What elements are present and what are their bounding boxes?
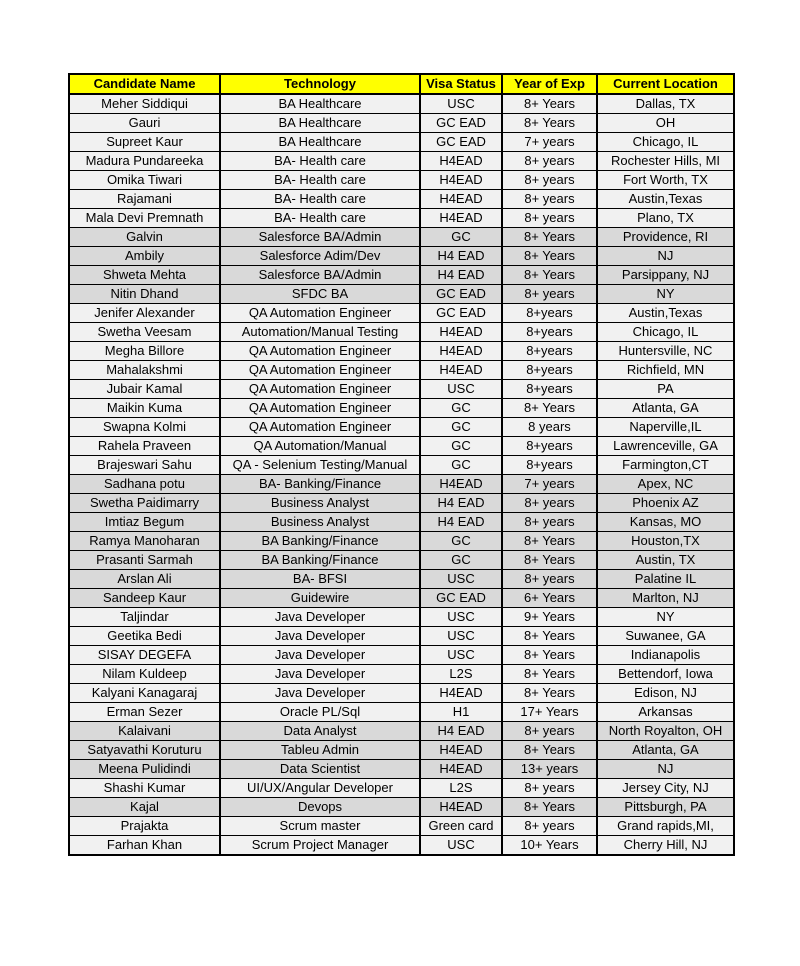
technology-cell: Salesforce Adim/Dev [220,247,420,266]
visa-status-cell: USC [420,646,502,665]
visa-status-cell: GC [420,551,502,570]
technology-cell: BA- BFSI [220,570,420,589]
table-row [69,437,734,456]
table-row [69,228,734,247]
visa-status-cell: L2S [420,665,502,684]
year-of-exp-cell: 8+ Years [502,741,597,760]
candidate-name-cell: Taljindar [69,608,220,627]
candidate-name-cell: Kajal [69,798,220,817]
visa-status-cell: GC EAD [420,285,502,304]
visa-status-cell: GC [420,228,502,247]
candidate-name-cell: Geetika Bedi [69,627,220,646]
table-row [69,247,734,266]
table-row [69,494,734,513]
candidate-name-cell: Jenifer Alexander [69,304,220,323]
table-row [69,608,734,627]
candidate-name-cell: Ramya Manoharan [69,532,220,551]
current-location-cell: Dallas, TX [597,94,734,114]
technology-cell: Data Scientist [220,760,420,779]
technology-cell: QA Automation Engineer [220,418,420,437]
visa-status-cell: GC [420,456,502,475]
technology-cell: QA Automation Engineer [220,304,420,323]
current-location-cell: Indianapolis [597,646,734,665]
visa-status-cell: GC [420,418,502,437]
visa-status-cell: GC EAD [420,589,502,608]
year-of-exp-cell: 8+years [502,323,597,342]
table-row [69,665,734,684]
current-location-cell: Farmington,CT [597,456,734,475]
visa-status-cell: H4EAD [420,209,502,228]
current-location-cell: Edison, NJ [597,684,734,703]
candidate-name-cell: Gauri [69,114,220,133]
technology-cell: Salesforce BA/Admin [220,266,420,285]
year-of-exp-cell: 8+ years [502,171,597,190]
table-row [69,627,734,646]
year-of-exp-cell: 8+ years [502,817,597,836]
visa-status-cell: H4EAD [420,361,502,380]
candidate-name-cell: Kalyani Kanagaraj [69,684,220,703]
technology-cell: BA Banking/Finance [220,532,420,551]
year-of-exp-cell: 6+ Years [502,589,597,608]
current-location-cell: NJ [597,247,734,266]
technology-cell: BA- Banking/Finance [220,475,420,494]
year-of-exp-cell: 8+ years [502,152,597,171]
current-location-cell: Lawrenceville, GA [597,437,734,456]
candidate-name-cell: Brajeswari Sahu [69,456,220,475]
current-location-cell: Atlanta, GA [597,741,734,760]
header-candidate-name: Candidate Name [69,74,220,94]
year-of-exp-cell: 8+ years [502,722,597,741]
table-row [69,475,734,494]
technology-cell: Java Developer [220,665,420,684]
visa-status-cell: USC [420,627,502,646]
candidate-name-cell: Swetha Paidimarry [69,494,220,513]
candidate-name-cell: Rajamani [69,190,220,209]
year-of-exp-cell: 8+years [502,380,597,399]
table-row [69,836,734,856]
candidate-name-cell: Ambily [69,247,220,266]
year-of-exp-cell: 7+ years [502,133,597,152]
current-location-cell: Austin, TX [597,551,734,570]
technology-cell: QA - Selenium Testing/Manual [220,456,420,475]
header-row [69,74,734,94]
candidate-name-cell: Rahela Praveen [69,437,220,456]
table-row [69,779,734,798]
table-row [69,380,734,399]
year-of-exp-cell: 8+ Years [502,551,597,570]
table-row [69,304,734,323]
table-row [69,684,734,703]
table-row [69,570,734,589]
candidate-name-cell: Imtiaz Begum [69,513,220,532]
candidate-name-cell: Swapna Kolmi [69,418,220,437]
table-row [69,342,734,361]
table-row [69,94,734,114]
technology-cell: UI/UX/Angular Developer [220,779,420,798]
table-row [69,741,734,760]
table-row [69,399,734,418]
visa-status-cell: H4EAD [420,684,502,703]
technology-cell: BA- Health care [220,209,420,228]
year-of-exp-cell: 8+ years [502,513,597,532]
candidate-name-cell: Maikin Kuma [69,399,220,418]
current-location-cell: Richfield, MN [597,361,734,380]
candidate-name-cell: Sadhana potu [69,475,220,494]
visa-status-cell: H4EAD [420,760,502,779]
current-location-cell: Houston,TX [597,532,734,551]
current-location-cell: Grand rapids,MI, [597,817,734,836]
current-location-cell: PA [597,380,734,399]
candidate-name-cell: Mala Devi Premnath [69,209,220,228]
current-location-cell: Austin,Texas [597,304,734,323]
current-location-cell: NY [597,608,734,627]
candidate-name-cell: Satyavathi Koruturu [69,741,220,760]
technology-cell: QA Automation Engineer [220,380,420,399]
visa-status-cell: GC [420,399,502,418]
visa-status-cell: H4EAD [420,190,502,209]
visa-status-cell: USC [420,836,502,856]
visa-status-cell: USC [420,94,502,114]
current-location-cell: Suwanee, GA [597,627,734,646]
current-location-cell: Naperville,IL [597,418,734,437]
header-year-of-exp: Year of Exp [502,74,597,94]
table-row [69,418,734,437]
candidate-name-cell: Farhan Khan [69,836,220,856]
header-visa-status: Visa Status [420,74,502,94]
technology-cell: Salesforce BA/Admin [220,228,420,247]
technology-cell: Automation/Manual Testing [220,323,420,342]
year-of-exp-cell: 8+years [502,304,597,323]
table-row [69,551,734,570]
technology-cell: BA Healthcare [220,94,420,114]
visa-status-cell: H4EAD [420,323,502,342]
current-location-cell: Parsippany, NJ [597,266,734,285]
table-row [69,152,734,171]
technology-cell: Business Analyst [220,494,420,513]
table-row [69,513,734,532]
year-of-exp-cell: 13+ years [502,760,597,779]
current-location-cell: Pittsburgh, PA [597,798,734,817]
year-of-exp-cell: 8+years [502,361,597,380]
visa-status-cell: H4EAD [420,342,502,361]
visa-status-cell: GC EAD [420,114,502,133]
candidate-name-cell: Jubair Kamal [69,380,220,399]
year-of-exp-cell: 17+ Years [502,703,597,722]
technology-cell: BA Banking/Finance [220,551,420,570]
current-location-cell: Marlton, NJ [597,589,734,608]
table-row [69,646,734,665]
candidate-name-cell: SISAY DEGEFA [69,646,220,665]
year-of-exp-cell: 8+years [502,456,597,475]
current-location-cell: Austin,Texas [597,190,734,209]
candidate-name-cell: Prasanti Sarmah [69,551,220,570]
year-of-exp-cell: 8+ Years [502,399,597,418]
current-location-cell: Providence, RI [597,228,734,247]
year-of-exp-cell: 8+ Years [502,114,597,133]
table-row [69,532,734,551]
technology-cell: QA Automation Engineer [220,399,420,418]
table-row [69,285,734,304]
technology-cell: Guidewire [220,589,420,608]
visa-status-cell: H4EAD [420,741,502,760]
candidate-name-cell: Galvin [69,228,220,247]
year-of-exp-cell: 8+ years [502,779,597,798]
year-of-exp-cell: 8+years [502,437,597,456]
table-row [69,209,734,228]
technology-cell: Java Developer [220,646,420,665]
visa-status-cell: H4EAD [420,171,502,190]
table-row [69,190,734,209]
candidate-name-cell: Prajakta [69,817,220,836]
table-row [69,722,734,741]
candidate-name-cell: Shashi Kumar [69,779,220,798]
technology-cell: BA- Health care [220,152,420,171]
technology-cell: BA- Health care [220,171,420,190]
candidate-name-cell: Supreet Kaur [69,133,220,152]
year-of-exp-cell: 8+ Years [502,798,597,817]
technology-cell: Oracle PL/Sql [220,703,420,722]
current-location-cell: OH [597,114,734,133]
visa-status-cell: H4EAD [420,152,502,171]
current-location-cell: Huntersville, NC [597,342,734,361]
technology-cell: SFDC BA [220,285,420,304]
visa-status-cell: Green card [420,817,502,836]
current-location-cell: NY [597,285,734,304]
visa-status-cell: GC [420,437,502,456]
candidate-name-cell: Meher Siddiqui [69,94,220,114]
visa-status-cell: GC EAD [420,133,502,152]
technology-cell: BA Healthcare [220,114,420,133]
current-location-cell: Palatine IL [597,570,734,589]
technology-cell: Data Analyst [220,722,420,741]
year-of-exp-cell: 8+ years [502,209,597,228]
candidate-name-cell: Sandeep Kaur [69,589,220,608]
year-of-exp-cell: 8+ years [502,494,597,513]
year-of-exp-cell: 7+ years [502,475,597,494]
candidate-name-cell: Swetha Veesam [69,323,220,342]
technology-cell: QA Automation Engineer [220,342,420,361]
visa-status-cell: L2S [420,779,502,798]
current-location-cell: Cherry Hill, NJ [597,836,734,856]
technology-cell: Devops [220,798,420,817]
table-row [69,703,734,722]
technology-cell: Tableu Admin [220,741,420,760]
year-of-exp-cell: 10+ Years [502,836,597,856]
year-of-exp-cell: 8+ Years [502,532,597,551]
current-location-cell: Fort Worth, TX [597,171,734,190]
visa-status-cell: USC [420,608,502,627]
table-row [69,456,734,475]
table-row [69,323,734,342]
year-of-exp-cell: 8+ years [502,190,597,209]
visa-status-cell: H4 EAD [420,513,502,532]
current-location-cell: Arkansas [597,703,734,722]
year-of-exp-cell: 9+ Years [502,608,597,627]
visa-status-cell: GC EAD [420,304,502,323]
current-location-cell: North Royalton, OH [597,722,734,741]
candidate-name-cell: Nitin Dhand [69,285,220,304]
technology-cell: QA Automation/Manual [220,437,420,456]
technology-cell: Java Developer [220,684,420,703]
current-location-cell: Kansas, MO [597,513,734,532]
year-of-exp-cell: 8+ Years [502,684,597,703]
table-row [69,114,734,133]
technology-cell: Scrum master [220,817,420,836]
year-of-exp-cell: 8+ years [502,285,597,304]
candidate-name-cell: Erman Sezer [69,703,220,722]
candidate-name-cell: Mahalakshmi [69,361,220,380]
year-of-exp-cell: 8 years [502,418,597,437]
year-of-exp-cell: 8+years [502,342,597,361]
header-current-location: Current Location [597,74,734,94]
year-of-exp-cell: 8+ Years [502,266,597,285]
table-row [69,798,734,817]
visa-status-cell: H4EAD [420,798,502,817]
year-of-exp-cell: 8+ Years [502,228,597,247]
visa-status-cell: H4 EAD [420,266,502,285]
current-location-cell: NJ [597,760,734,779]
candidate-name-cell: Megha Billore [69,342,220,361]
table-row [69,133,734,152]
current-location-cell: Chicago, IL [597,323,734,342]
technology-cell: QA Automation Engineer [220,361,420,380]
technology-cell: Scrum Project Manager [220,836,420,856]
current-location-cell: Apex, NC [597,475,734,494]
candidate-name-cell: Shweta Mehta [69,266,220,285]
header-technology: Technology [220,74,420,94]
candidate-name-cell: Meena Pulidindi [69,760,220,779]
table-row [69,760,734,779]
current-location-cell: Jersey City, NJ [597,779,734,798]
visa-status-cell: H4 EAD [420,247,502,266]
visa-status-cell: H4 EAD [420,494,502,513]
table-row [69,589,734,608]
technology-cell: Java Developer [220,627,420,646]
candidate-name-cell: Madura Pundareeka [69,152,220,171]
table-body [69,94,734,855]
visa-status-cell: USC [420,570,502,589]
candidate-table [68,73,735,856]
current-location-cell: Atlanta, GA [597,399,734,418]
technology-cell: BA- Health care [220,190,420,209]
technology-cell: BA Healthcare [220,133,420,152]
current-location-cell: Chicago, IL [597,133,734,152]
table-row [69,266,734,285]
year-of-exp-cell: 8+ Years [502,627,597,646]
year-of-exp-cell: 8+ Years [502,94,597,114]
candidate-name-cell: Omika Tiwari [69,171,220,190]
visa-status-cell: USC [420,380,502,399]
current-location-cell: Bettendorf, Iowa [597,665,734,684]
year-of-exp-cell: 8+ Years [502,665,597,684]
visa-status-cell: H4 EAD [420,722,502,741]
year-of-exp-cell: 8+ Years [502,646,597,665]
year-of-exp-cell: 8+ Years [502,247,597,266]
current-location-cell: Rochester Hills, MI [597,152,734,171]
table-row [69,171,734,190]
technology-cell: Business Analyst [220,513,420,532]
visa-status-cell: H4EAD [420,475,502,494]
candidate-name-cell: Kalaivani [69,722,220,741]
candidate-name-cell: Arslan Ali [69,570,220,589]
table-row [69,361,734,380]
technology-cell: Java Developer [220,608,420,627]
current-location-cell: Plano, TX [597,209,734,228]
visa-status-cell: GC [420,532,502,551]
visa-status-cell: H1 [420,703,502,722]
year-of-exp-cell: 8+ years [502,570,597,589]
current-location-cell: Phoenix AZ [597,494,734,513]
table-row [69,817,734,836]
candidate-name-cell: Nilam Kuldeep [69,665,220,684]
